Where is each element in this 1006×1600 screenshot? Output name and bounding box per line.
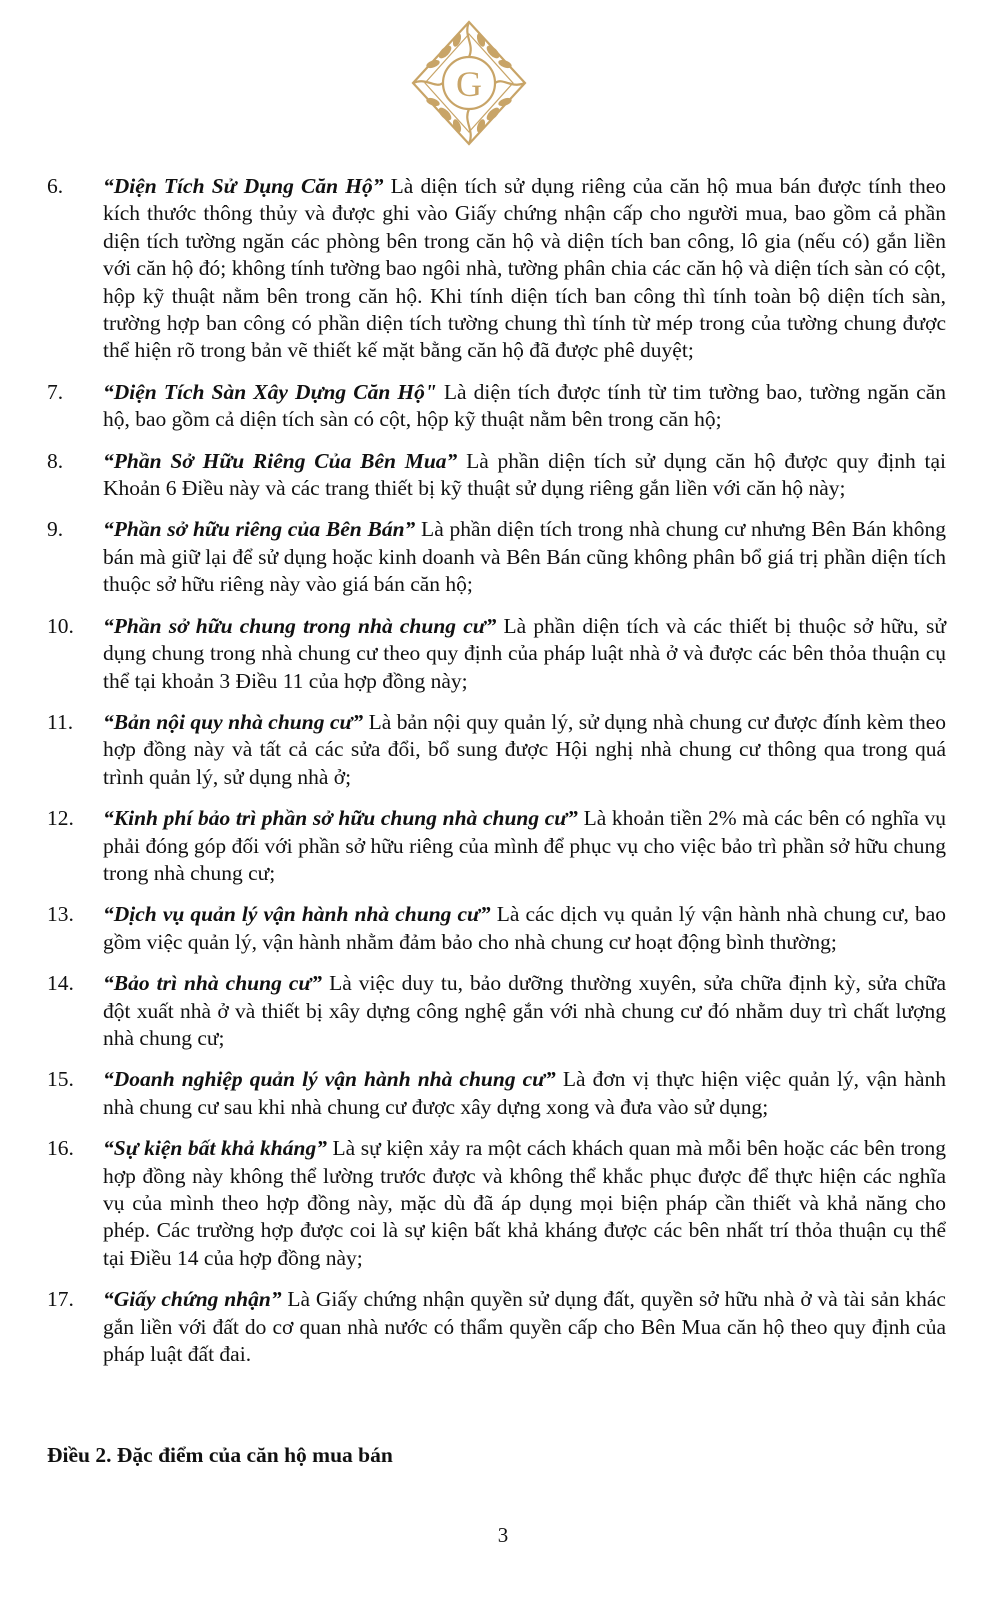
definition-text: Là bản nội quy quản lý, sử dụng nhà chung cư được đính kèm theo hợp đồng này và tất cả các sửa đổi, bổ sung được Hội nghị nhà chung cư thông qua trong quá trình quản lý, sử dụng nhà ở; <box>103 709 946 789</box>
definition-item <box>0 1135 1006 1272</box>
item-number: 6. <box>47 174 64 198</box>
definition-term: “Kinh phí bảo trì phần sở hữu chung nhà chung cư” <box>103 806 578 831</box>
definition-text: Là phần diện tích trong nhà chung cư nhưng Bên Bán không bán mà giữ lại để sử dụng hoặc kinh doanh và Bên Bán cũng không phân bổ giá trị phần diện tích thuộc sở hữu riêng này vào giá bán căn hộ; <box>103 517 946 597</box>
definition-item <box>0 805 1006 887</box>
item-number: 16. <box>47 1136 74 1161</box>
definition-item <box>0 173 1006 365</box>
definition-term: “Bản nội quy nhà chung cư” <box>103 709 364 734</box>
logo <box>405 16 533 150</box>
svg-text:G: G <box>456 64 482 104</box>
definition-text: Là các dịch vụ quản lý vận hành nhà chung cư, bao gồm việc quản lý, vận hành nhằm đảm bảo cho nhà chung cư hoạt động bình thường; <box>103 902 946 954</box>
definition-term: “Diện Tích Sàn Xây Dựng Căn Hộ" <box>103 379 437 404</box>
item-number: 17. <box>47 1287 74 1312</box>
item-number: 12. <box>47 806 74 831</box>
definition-term: “Doanh nghiệp quản lý vận hành nhà chung cư” <box>103 1067 556 1092</box>
definition-item <box>0 1066 1006 1121</box>
definition-term: “Phần Sở Hữu Riêng Của Bên Mua” <box>103 448 458 473</box>
definition-term: “Dịch vụ quản lý vận hành nhà chung cư” <box>103 902 491 927</box>
definition-term: “Phần sở hữu chung trong nhà chung cư” <box>103 613 497 638</box>
definition-text: Là sự kiện xảy ra một cách khách quan mà mỗi bên hoặc các bên trong hợp đồng này không thể lường trước được và không thể khắc phục được để thực hiện các nghĩa vụ của mình theo hợp đồng này, mặc dù đã áp dụng mọi biện pháp cần thiết và khả năng cho phép. Các trường hợp được coi là sự kiện bất khả kháng được các bên nhất trí thỏa thuận cụ thể tại Điều 14 của hợp đồng này; <box>103 1136 946 1270</box>
definition-text: Là đơn vị thực hiện việc quản lý, vận hành nhà chung cư sau khi nhà chung cư được xây dựng xong và đưa vào sử dụng; <box>103 1067 946 1119</box>
definitions-list <box>0 173 1006 1382</box>
item-number: 10. <box>47 613 74 638</box>
item-number: 14. <box>47 971 74 996</box>
definition-item <box>0 379 1006 434</box>
item-number: 7. <box>47 379 64 404</box>
item-number: 15. <box>47 1067 74 1092</box>
item-number: 9. <box>47 517 64 542</box>
definition-item <box>0 901 1006 956</box>
definition-text: Là khoản tiền 2% mà các bên có nghĩa vụ phải đóng góp đối với phần sở hữu riêng của mình để phục vụ cho việc bảo trì phần sở hữu chung trong nhà chung cư; <box>103 806 946 885</box>
definition-text: Là phần diện tích sử dụng căn hộ được quy định tại Khoản 6 Điều này và các trang thiết bị kỹ thuật sử dụng riêng gắn liền với căn hộ này; <box>103 448 946 501</box>
definition-item <box>0 448 1006 503</box>
definition-item <box>0 1286 1006 1368</box>
definition-term: “Phần sở hữu riêng của Bên Bán” <box>103 517 416 542</box>
definition-term: “Bảo trì nhà chung cư” <box>103 971 323 996</box>
definition-text: Là phần diện tích và các thiết bị thuộc sở hữu, sử dụng chung trong nhà chung cư theo quy định của pháp luật nhà ở và được các bên thỏa thuận cụ thể tại khoản 3 Điều 11 của hợp đồng này; <box>103 613 946 693</box>
definition-term: “Giấy chứng nhận” <box>103 1287 282 1312</box>
article-heading: Điều 2. Đặc điểm của căn hộ mua bán <box>47 1443 393 1467</box>
item-number: 11. <box>47 709 74 734</box>
definition-item <box>0 970 1006 1052</box>
definition-text: Là diện tích sử dụng riêng của căn hộ mua bán được tính theo kích thước thông thủy và được ghi vào Giấy chứng nhận cấp cho người mua, bao gồm cả phần diện tích tường ngăn các phòng bên trong căn hộ và diện tích ban công, lô gia (nếu có) gắn liền với căn hộ đó; không tính tường bao ngôi nhà, tường phân chia các căn hộ và diện tích sàn có cột, hộp kỹ thuật nằm bên trong căn hộ. Khi tính diện tích ban công thì tính toàn bộ diện tích sàn, trường hợp ban công có phần diện tích tường chung thì tính từ mép trong của tường chung được thể hiện rõ trong bản vẽ thiết kế mặt bằng căn hộ đã được phê duyệt; <box>103 174 946 363</box>
item-number: 13. <box>47 902 74 927</box>
definition-item <box>0 516 1006 598</box>
definition-item <box>0 613 1006 695</box>
definition-item <box>0 709 1006 791</box>
page-number: 3 <box>497 1523 509 1547</box>
definition-text: Là Giấy chứng nhận quyền sử dụng đất, quyền sở hữu nhà ở và tài sản khác gắn liền với đất do cơ quan nhà nước có thẩm quyền cấp cho Bên Mua căn hộ theo quy định của pháp luật đất đai. <box>103 1287 946 1367</box>
definition-term: “Sự kiện bất khả kháng” <box>103 1136 327 1161</box>
definition-term: “Diện Tích Sử Dụng Căn Hộ” <box>103 174 384 198</box>
item-number: 8. <box>47 448 64 473</box>
definition-text: Là việc duy tu, bảo dưỡng thường xuyên, sửa chữa định kỳ, sửa chữa đột xuất nhà ở và thiết bị xây dựng công nghệ gắn với nhà chung cư đó nhằm duy trì chất lượng nhà chung cư; <box>103 971 946 1050</box>
ornament-logo-icon <box>405 16 533 150</box>
definition-text: Là diện tích được tính từ tim tường bao, tường ngăn căn hộ, bao gồm cả diện tích sàn có cột, hộp kỹ thuật nằm bên trong căn hộ; <box>103 379 946 432</box>
